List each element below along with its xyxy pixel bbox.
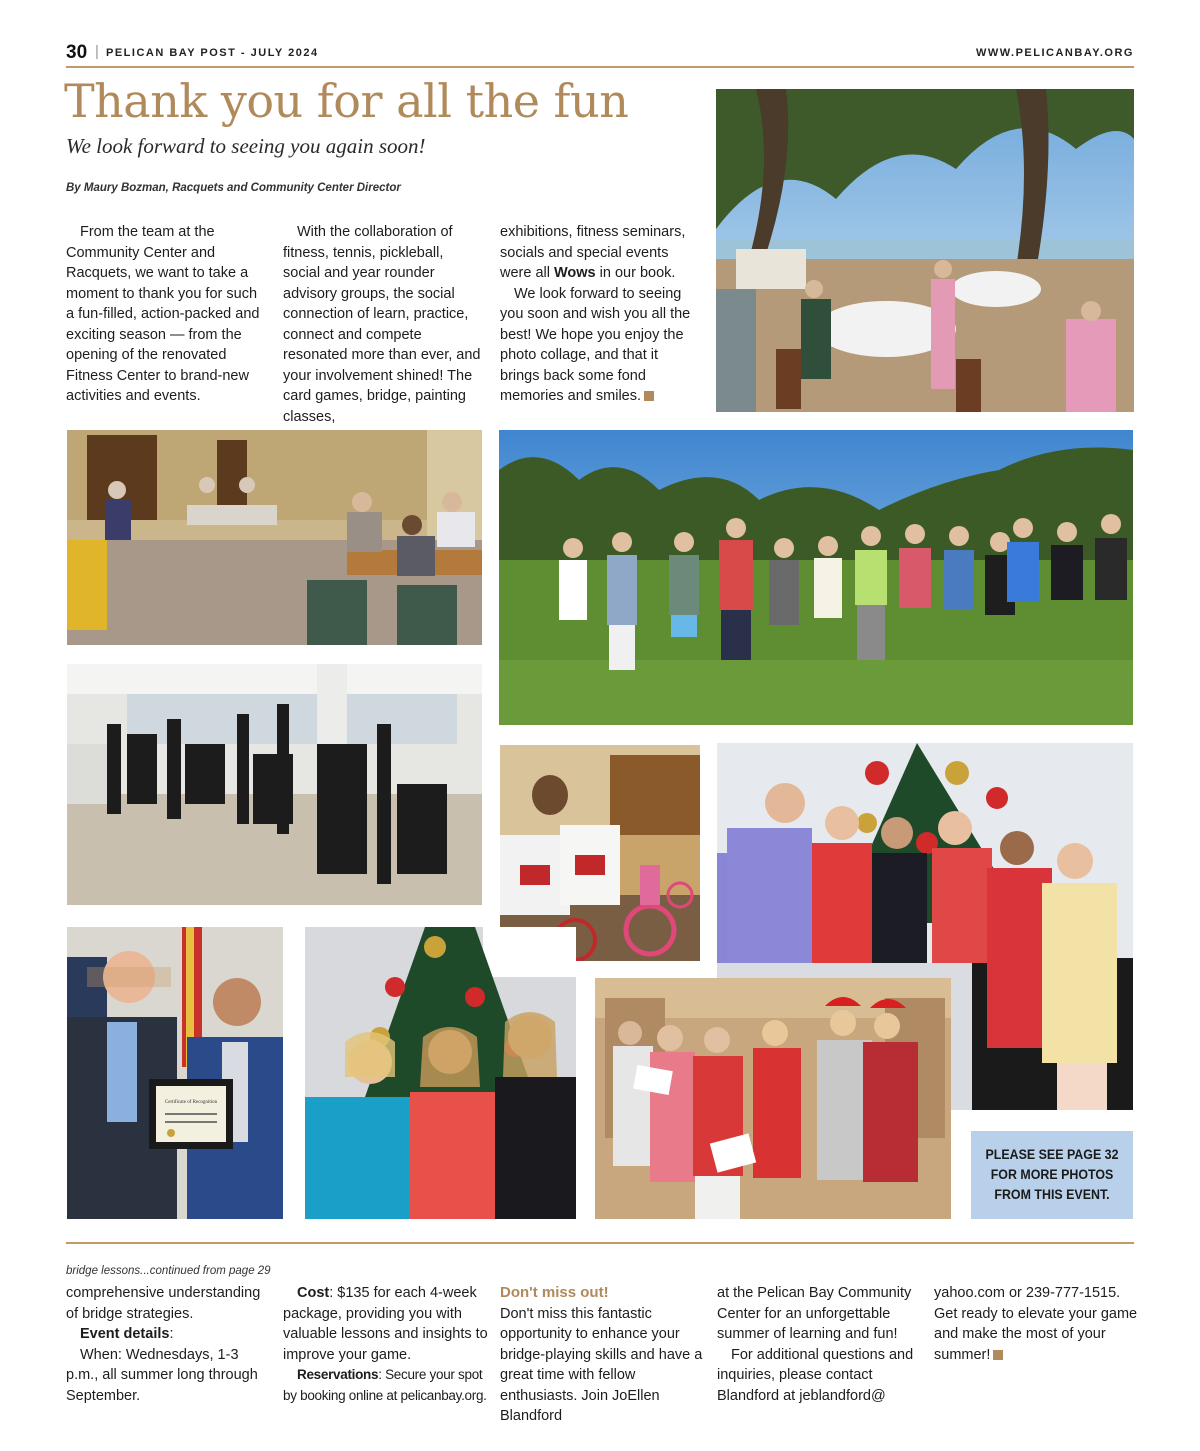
bridge-column-2: [283, 1283, 488, 1406]
photo-fitness-center: [67, 664, 482, 905]
photo-outdoor-party: [716, 89, 1134, 412]
page-header: [66, 40, 1134, 68]
bridge-paragraph: [934, 1283, 1139, 1365]
article-paragraph: With the collaboration of fitness, tennis, pickleball, social and year rounder advisory groups, the social connection of learn, practice, connect and compete resonated more than ever, and your involvement shined! The card games, bridge, painting classes,: [283, 224, 481, 425]
bridge-column-5: [934, 1283, 1139, 1365]
bridge-paragraph: Event details:: [80, 1326, 174, 1342]
photo-certificate-presentation: [67, 927, 283, 1219]
article-paragraph: From the team at the Community Center and Racquets, we want to take a moment to thank you for such a fun-filled, action-packed and exciting season — from the opening of the renovated Fitness Center to brand-new activities and events.: [66, 224, 260, 404]
bridge-column-3: [500, 1283, 705, 1427]
bridge-column-1: [66, 1283, 271, 1406]
reservations-label: Reservations: [297, 1367, 379, 1382]
bridge-paragraph: [283, 1365, 488, 1406]
bridge-paragraph: [283, 1283, 488, 1365]
article-paragraph: [500, 284, 700, 407]
wows-emphasis: Wows: [554, 265, 596, 281]
dont-miss-heading: Don't miss out!: [500, 1284, 609, 1301]
bridge-paragraph: When: Wednesdays, 1-3 p.m., all summer long through September.: [66, 1346, 258, 1404]
cost-text: : $135 for each 4-week package, providing you with valuable lessons and insights to improve your game.: [283, 1285, 488, 1363]
text-run: exhibitions, fitness seminars, socials and special events were all: [500, 224, 686, 281]
website-link[interactable]: WWW.PELICANBAY.ORG: [976, 47, 1134, 59]
text-run: We look forward to seeing you soon and wish you all the best! We hope you enjoy the photo collage, and that it brings back some fond memories and smiles.: [500, 285, 691, 404]
bridge-paragraph: Don't miss this fantastic opportunity to enhance your bridge-playing skills and have a great time with fellow enthusiasts. Join JoEllen Blandford: [500, 1305, 703, 1424]
reservations-text: : Secure your spot by booking online at pelicanbay.org.: [283, 1367, 487, 1403]
text-run: in our book.: [595, 265, 676, 281]
event-details-label: Event details: [80, 1326, 170, 1342]
bridge-paragraph: For additional questions and inquiries, please contact Blandford at jeblandford@: [717, 1346, 914, 1404]
article-paragraph: [500, 222, 700, 284]
page-number: 30: [66, 42, 88, 63]
bridge-text: yahoo.com or 239-777-1515. Get ready to elevate your game and make the most of your summer!: [934, 1285, 1138, 1363]
bridge-paragraph: at the Pelican Bay Community Center for an unforgettable summer of learning and fun!: [717, 1285, 912, 1342]
photo-three-women-tree: [305, 927, 576, 1219]
article-byline: By Maury Bozman, Racquets and Community Center Director: [66, 182, 401, 194]
article-title: Thank you for all the fun: [64, 74, 629, 128]
publication-line: PELICAN BAY POST - JULY 2024: [106, 47, 319, 59]
bridge-column-4: [717, 1283, 922, 1406]
article-column-3: [500, 222, 700, 407]
photo-tennis-group: [499, 430, 1133, 725]
cost-label: Cost: [297, 1285, 330, 1301]
certificate-text: Certificate of Recognition: [164, 1100, 218, 1105]
photo-card-games-room: [67, 430, 482, 645]
photo-holiday-carolers: [595, 978, 951, 1219]
callout-text: PLEASE SEE PAGE 32 FOR MORE PHOTOS FROM THIS EVENT.: [985, 1147, 1119, 1202]
header-separator: |: [95, 43, 99, 60]
continued-note: bridge lessons...continued from page 29: [66, 1265, 271, 1277]
article-column-2: [283, 222, 483, 427]
article-column-1: [66, 222, 266, 407]
end-mark-icon: [644, 391, 654, 401]
end-mark-icon: [993, 1350, 1003, 1360]
bridge-paragraph: comprehensive understanding of bridge strategies.: [66, 1285, 261, 1322]
article-subtitle: We look forward to seeing you again soon!: [66, 134, 426, 158]
see-page-callout: [971, 1131, 1133, 1219]
section-divider: [66, 1242, 1134, 1244]
